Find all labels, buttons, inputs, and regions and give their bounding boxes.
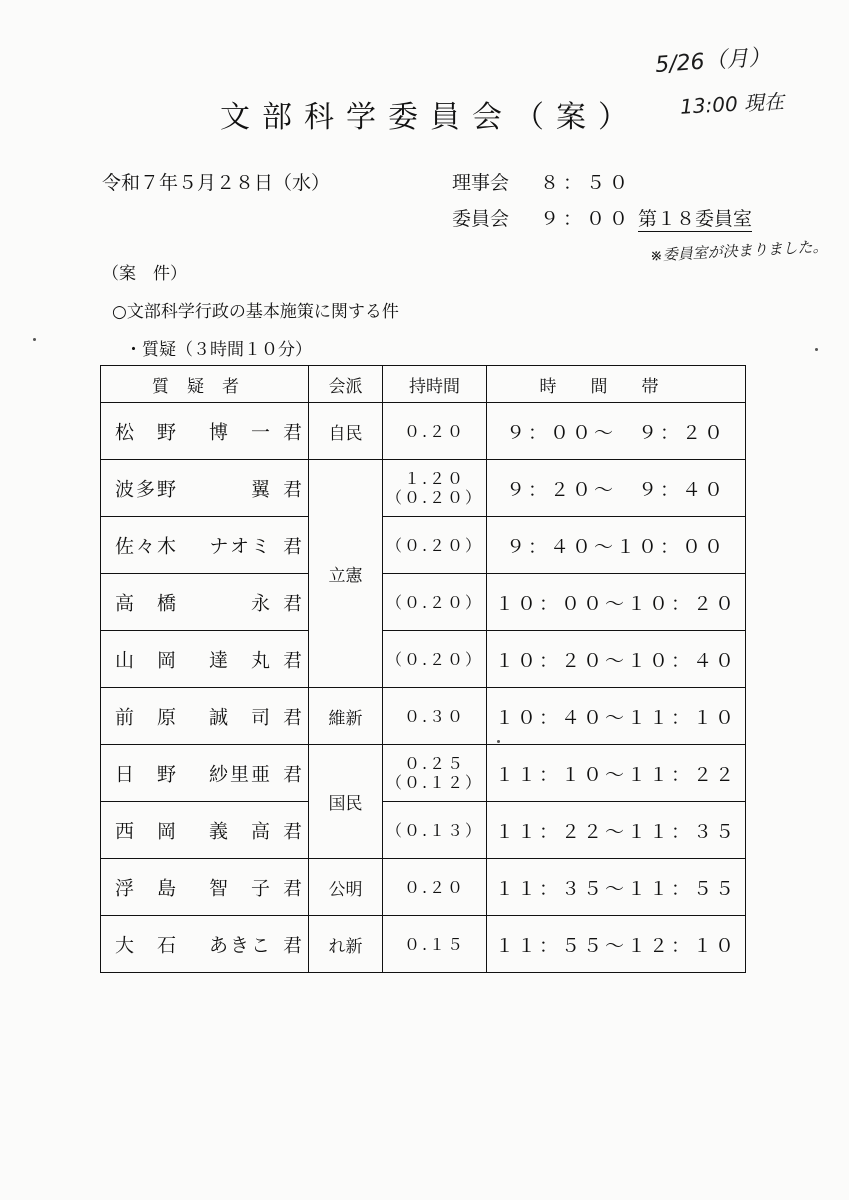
questioner-name: 前 原 誠 司 君 <box>101 688 309 745</box>
meeting-date: 令和７年５月２８日（水） <box>102 172 331 194</box>
table-row <box>101 802 746 859</box>
table-row <box>101 574 746 631</box>
table-row <box>101 916 746 973</box>
questioner-name: 浮 島 智 子 君 <box>101 859 309 916</box>
header-time: 持時間 <box>383 366 487 403</box>
header-questioner: 質疑者 <box>101 366 309 403</box>
committee-time: ９：００ <box>540 208 633 230</box>
schedule-table <box>100 365 746 973</box>
questioner-name: 西 岡 義 高 君 <box>101 802 309 859</box>
board-time: ８：５０ <box>540 172 633 194</box>
slot-cell: １０：４０～１１：１０ <box>487 688 746 745</box>
party-cell: 公明 <box>309 859 383 916</box>
party-cell: 自民 <box>309 403 383 460</box>
page-title: 文部科学委員会（案） <box>220 100 640 135</box>
committee-label: 委員会 <box>452 208 510 230</box>
slot-cell: １１：２２～１１：３５ <box>487 802 746 859</box>
time-cell: ０.１５ <box>383 916 487 973</box>
slot-cell: １１：３５～１１：５５ <box>487 859 746 916</box>
meeting-room: 第１８委員室 <box>638 204 752 232</box>
handwritten-date: 5/26（月） <box>654 45 772 78</box>
table-row <box>101 403 746 460</box>
questioner-name: 大 石 あきこ 君 <box>101 916 309 973</box>
time-cell: （０.１３） <box>383 802 487 859</box>
time-cell: ０.２５ （０.１２） <box>383 745 487 802</box>
slot-cell: ９：４０～１０：００ <box>487 517 746 574</box>
table-header-row <box>101 366 746 403</box>
time-cell: （０.２０） <box>383 574 487 631</box>
header-party: 会派 <box>309 366 383 403</box>
party-cell: れ新 <box>309 916 383 973</box>
table-row <box>101 460 746 517</box>
questioner-name: 佐々木 ナオミ 君 <box>101 517 309 574</box>
table-row <box>101 688 746 745</box>
table-row <box>101 745 746 802</box>
slot-cell: １１：５５～１２：１０ <box>487 916 746 973</box>
table-row <box>101 517 746 574</box>
scan-speck <box>33 338 36 341</box>
slot-cell: １１：１０～１１：２２ <box>487 745 746 802</box>
slot-cell: ９：２０～ ９：４０ <box>487 460 746 517</box>
handwritten-note: ※委員室が決まりました。 <box>649 237 828 265</box>
questioner-name: 波多野 翼 君 <box>101 460 309 517</box>
questioner-name: 松 野 博 一 君 <box>101 403 309 460</box>
time-cell: １.２０ （０.２０） <box>383 460 487 517</box>
time-cell: （０.２０） <box>383 631 487 688</box>
question-duration: ・質疑（３時間１０分） <box>125 340 312 360</box>
board-label: 理事会 <box>452 172 510 194</box>
party-cell: 国民 <box>309 745 383 859</box>
questioner-name: 山 岡 達 丸 君 <box>101 631 309 688</box>
time-cell: ０.３０ <box>383 688 487 745</box>
time-cell: （０.２０） <box>383 517 487 574</box>
header-slot: 時間帯 <box>487 366 746 403</box>
party-cell: 立憲 <box>309 460 383 688</box>
party-cell: 維新 <box>309 688 383 745</box>
table-row <box>101 859 746 916</box>
time-cell: ０.２０ <box>383 859 487 916</box>
agenda-item: ○文部科学行政の基本施策に関する件 <box>112 302 399 322</box>
questioner-name: 高 橋 永 君 <box>101 574 309 631</box>
handwritten-time: 13:00 現在 <box>679 89 785 119</box>
case-label: （案 件） <box>102 264 187 284</box>
time-cell: ０.２０ <box>383 403 487 460</box>
slot-cell: １０：００～１０：２０ <box>487 574 746 631</box>
slot-cell: １０：２０～１０：４０ <box>487 631 746 688</box>
scan-speck <box>815 348 818 351</box>
table-row <box>101 631 746 688</box>
slot-cell: ９：００～ ９：２０ <box>487 403 746 460</box>
questioner-name: 日 野 紗里亜 君 <box>101 745 309 802</box>
